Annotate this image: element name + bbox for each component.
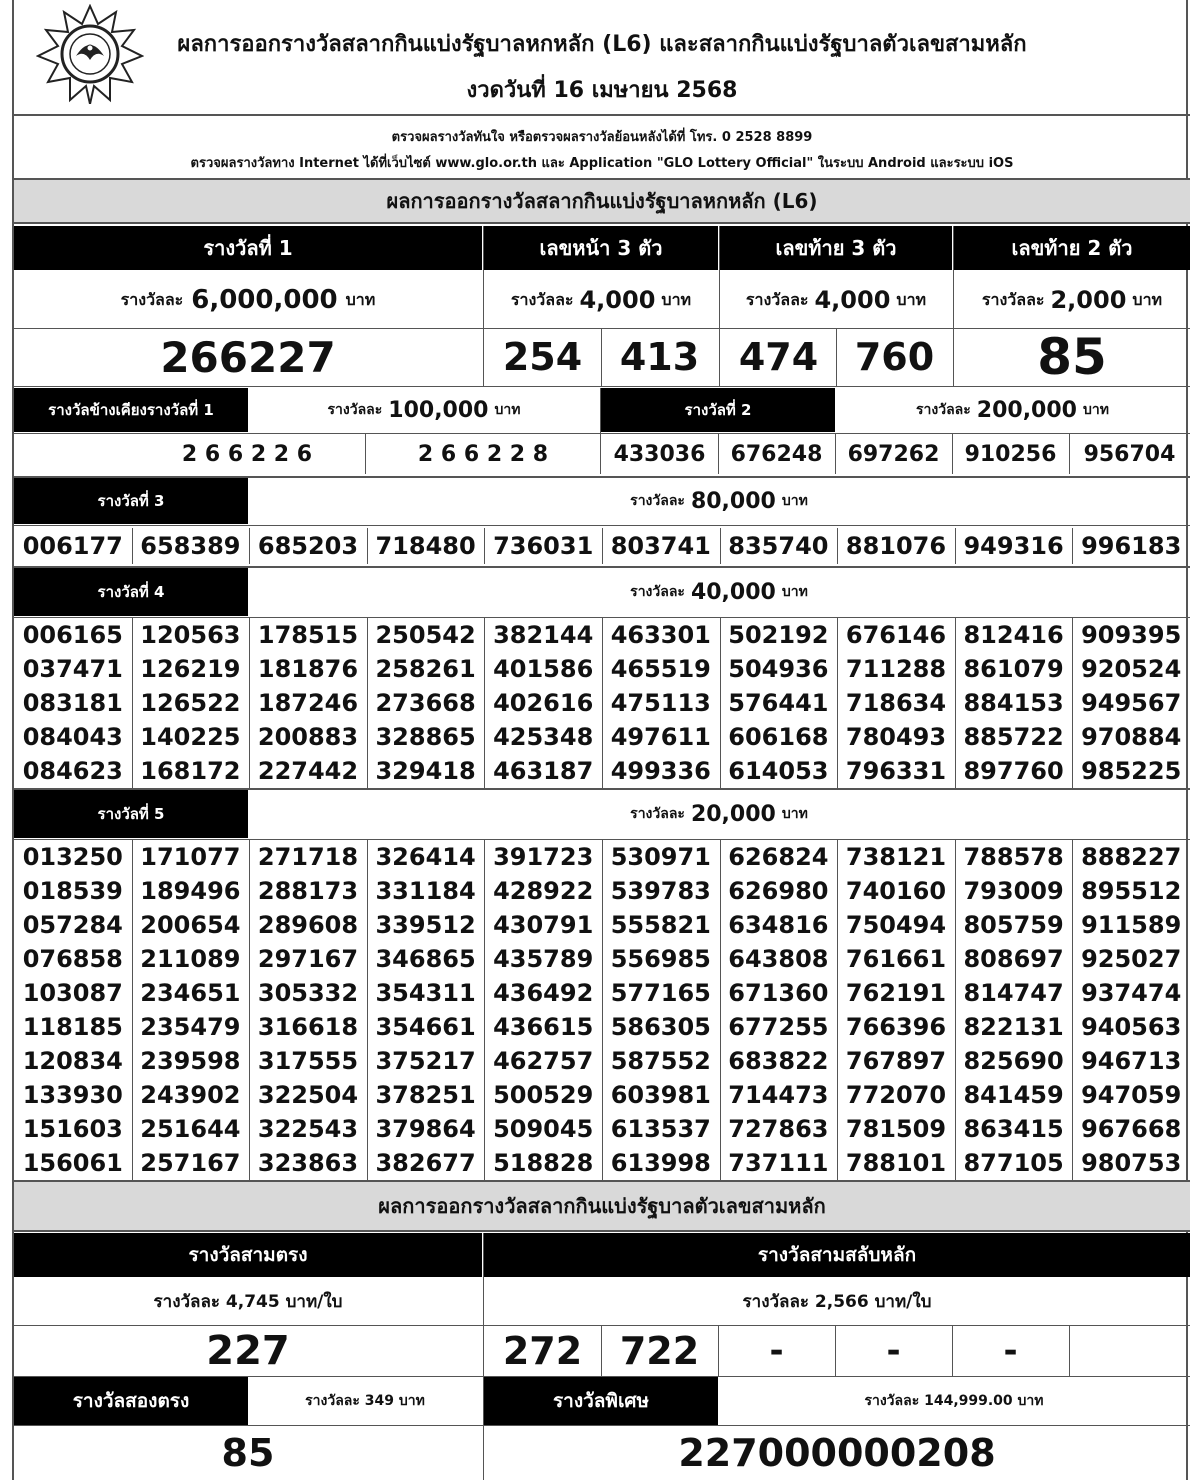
prize-number: 181876 — [257, 655, 359, 683]
prize-number: 375217 — [375, 1047, 476, 1075]
prize-number: 909395 — [1081, 621, 1182, 649]
prize-number: 949316 — [963, 532, 1064, 560]
prize-number: 888227 — [1081, 843, 1182, 871]
prize-number: 812416 — [963, 621, 1064, 649]
info-box — [14, 116, 1190, 178]
near-first-number: 2 6 6 2 2 8 — [417, 441, 549, 467]
prize-number: 187246 — [257, 689, 359, 717]
prize-number: 613998 — [610, 1149, 711, 1177]
tote3-number: - — [769, 1331, 784, 1371]
prize-number: 518828 — [493, 1149, 594, 1177]
prize-number: 243902 — [140, 1081, 241, 1109]
straight2-number: 85 — [221, 1431, 275, 1475]
prize-number: 762191 — [845, 979, 947, 1007]
straight2-label: รางวัลสองตรง — [14, 1377, 248, 1425]
prize-number: 881076 — [845, 532, 947, 560]
back3-number: 760 — [854, 335, 935, 379]
prize-number: 793009 — [963, 877, 1064, 905]
prize-number: 781509 — [845, 1115, 947, 1143]
prize-number: 257167 — [140, 1149, 241, 1177]
straight2-amount: รางวัลละ 349 บาท — [305, 1393, 425, 1409]
second-prize-number: 433036 — [613, 441, 706, 467]
prize-number: 018539 — [22, 877, 123, 905]
prize-number: 556985 — [610, 945, 711, 973]
prize-number: 271718 — [257, 843, 359, 871]
tote3-number: - — [1003, 1331, 1018, 1371]
prize-number: 156061 — [22, 1149, 123, 1177]
prize-number: 289608 — [257, 911, 359, 939]
prize-number: 084043 — [22, 723, 123, 751]
straight3-number: 227 — [206, 1328, 290, 1374]
prize-number: 877105 — [963, 1149, 1064, 1177]
prize-number: 897760 — [963, 757, 1064, 785]
prize-number: 606168 — [728, 723, 829, 751]
prize-number: 500529 — [493, 1081, 594, 1109]
prize-number: 808697 — [963, 945, 1064, 973]
prize-number: 006165 — [22, 621, 123, 649]
special-prize-number: 227000000208 — [678, 1431, 996, 1475]
near-first-label: รางวัลข้างเคียงรางวัลที่ 1 — [14, 388, 248, 432]
sheet-header — [14, 0, 1190, 116]
prize-number: 013250 — [22, 843, 123, 871]
prize-number: 626824 — [728, 843, 829, 871]
prize-number: 711288 — [845, 655, 947, 683]
fourth-prize-amount: รางวัลละ 40,000 บาท — [630, 579, 808, 605]
prize-number: 436492 — [493, 979, 594, 1007]
prize-number: 714473 — [728, 1081, 829, 1109]
prize-number: 151603 — [22, 1115, 123, 1143]
back3-amount: รางวัลละ 4,000 บาท — [745, 286, 927, 314]
prize-number: 354661 — [375, 1013, 476, 1041]
prize-number: 084623 — [22, 757, 123, 785]
prize-number: 788101 — [845, 1149, 947, 1177]
prize-number: 475113 — [610, 689, 711, 717]
prize-number: 329418 — [375, 757, 476, 785]
prize-number: 502192 — [728, 621, 829, 649]
prize-number: 772070 — [845, 1081, 947, 1109]
prize-number: 937474 — [1081, 979, 1182, 1007]
prize-number: 761661 — [845, 945, 947, 973]
first-prize-amount: รางวัลละ 6,000,000 บาท — [120, 285, 376, 315]
back2-label: เลขท้าย 2 ตัว — [954, 226, 1190, 270]
prize-number: 425348 — [493, 723, 594, 751]
first-prize-number: 266227 — [160, 332, 336, 382]
prize-number: 463187 — [493, 757, 594, 785]
prize-number: 120563 — [140, 621, 241, 649]
prize-number: 083181 — [22, 689, 123, 717]
prize-number: 946713 — [1081, 1047, 1182, 1075]
info-phone-line: ตรวจผลรางวัลทันใจ หรือตรวจผลรางวัลย้อนหลังได้ที่ โทร. 0 2528 8899 — [391, 130, 813, 145]
prize-number: 305332 — [257, 979, 359, 1007]
prize-number: 227442 — [257, 757, 359, 785]
prize-number: 884153 — [963, 689, 1064, 717]
second-prize-number: 697262 — [847, 441, 940, 467]
straight3-label: รางวัลสามตรง — [14, 1233, 482, 1277]
tote3-number — [1069, 1326, 1190, 1376]
third-prize-grid — [14, 528, 1190, 566]
prize-number: 465519 — [610, 655, 711, 683]
prize-number: 057284 — [22, 911, 123, 939]
prize-number: 555821 — [610, 911, 711, 939]
prize-number: 326414 — [375, 843, 476, 871]
prize-number: 258261 — [375, 655, 476, 683]
prize-number: 322504 — [257, 1081, 359, 1109]
prize-number: 251644 — [140, 1115, 241, 1143]
prize-number: 788578 — [963, 843, 1064, 871]
prize-number: 614053 — [728, 757, 829, 785]
prize-number: 499336 — [610, 757, 711, 785]
tote3-number: - — [886, 1331, 901, 1371]
prize-number: 316618 — [257, 1013, 359, 1041]
prize-number: 497611 — [610, 723, 711, 751]
front3-amount: รางวัลละ 4,000 บาท — [510, 286, 692, 314]
prize-number: 200654 — [140, 911, 241, 939]
sheet-title: ผลการออกรางวัลสลากกินแบ่งรัฐบาลหกหลัก (L6) และสลากกินแบ่งรัฐบาลตัวเลขสามหลัก — [177, 32, 1027, 57]
prize-number: 671360 — [728, 979, 829, 1007]
prize-number: 250542 — [375, 621, 476, 649]
prize-number: 677255 — [728, 1013, 829, 1041]
prize-number: 685203 — [257, 532, 359, 560]
prize-number: 727863 — [728, 1115, 829, 1143]
straight3-amount: รางวัลละ 4,745 บาท/ใบ — [153, 1291, 343, 1312]
prize-number: 805759 — [963, 911, 1064, 939]
prize-number: 322543 — [257, 1115, 359, 1143]
prize-number: 539783 — [610, 877, 711, 905]
prize-number: 382144 — [493, 621, 594, 649]
prize-number: 613537 — [610, 1115, 711, 1143]
fifth-prize-amount: รางวัลละ 20,000 บาท — [630, 801, 808, 827]
prize-number: 603981 — [610, 1081, 711, 1109]
prize-number: 970884 — [1081, 723, 1182, 751]
prize-number: 189496 — [140, 877, 241, 905]
prize-number: 317555 — [257, 1047, 359, 1075]
prize-number: 435789 — [493, 945, 594, 973]
prize-number: 239598 — [140, 1047, 241, 1075]
draw-date: งวดวันที่ 16 เมษายน 2568 — [466, 78, 738, 103]
prize-number: 463301 — [610, 621, 711, 649]
prize-number: 767897 — [845, 1047, 947, 1075]
prize-number: 076858 — [22, 945, 123, 973]
tote3-number: 272 — [502, 1329, 583, 1373]
prize-number: 766396 — [845, 1013, 947, 1041]
prize-number: 736031 — [493, 532, 594, 560]
front3-label: เลขหน้า 3 ตัว — [484, 226, 718, 270]
prize-number: 200883 — [257, 723, 359, 751]
prize-number: 980753 — [1081, 1149, 1182, 1177]
fifth-prize-grid — [14, 840, 1190, 1180]
second-prize-number: 676248 — [730, 441, 823, 467]
prize-number: 378251 — [375, 1081, 476, 1109]
prize-number: 211089 — [140, 945, 241, 973]
second-prize-number: 956704 — [1083, 441, 1176, 467]
front3-number: 413 — [619, 335, 700, 379]
prize-number: 391723 — [493, 843, 594, 871]
prize-number: 331184 — [375, 877, 476, 905]
prize-number: 297167 — [257, 945, 359, 973]
prize-number: 401586 — [493, 655, 594, 683]
prize-number: 234651 — [140, 979, 241, 1007]
prize-number: 504936 — [728, 655, 829, 683]
prize-number: 006177 — [22, 532, 123, 560]
back3-number: 474 — [738, 335, 819, 379]
back2-amount: รางวัลละ 2,000 บาท — [981, 286, 1163, 314]
back2-number: 85 — [1037, 328, 1107, 386]
fifth-prize-label: รางวัลที่ 5 — [14, 790, 248, 838]
prize-number: 586305 — [610, 1013, 711, 1041]
prize-number: 462757 — [493, 1047, 594, 1075]
prize-number: 288173 — [257, 877, 359, 905]
prize-number: 737111 — [728, 1149, 829, 1177]
prize-number: 718480 — [375, 532, 476, 560]
prize-number: 803741 — [610, 532, 711, 560]
fourth-prize-label: รางวัลที่ 4 — [14, 568, 248, 616]
prize-number: 168172 — [140, 757, 241, 785]
prize-number: 676146 — [845, 621, 947, 649]
third-prize-amount: รางวัลละ 80,000 บาท — [630, 488, 808, 514]
prize-number: 509045 — [493, 1115, 594, 1143]
prize-number: 750494 — [845, 911, 947, 939]
fourth-prize-grid — [14, 618, 1190, 788]
prize-number: 835740 — [728, 532, 829, 560]
prize-number: 126522 — [140, 689, 241, 717]
tote3-amount: รางวัลละ 2,566 บาท/ใบ — [742, 1291, 932, 1312]
prize-number: 738121 — [845, 843, 947, 871]
prize-number: 925027 — [1081, 945, 1182, 973]
prize-number: 920524 — [1081, 655, 1182, 683]
prize-number: 323863 — [257, 1149, 359, 1177]
prize-number: 967668 — [1081, 1115, 1182, 1143]
prize-number: 825690 — [963, 1047, 1064, 1075]
l6-section-title: ผลการออกรางวัลสลากกินแบ่งรัฐบาลหกหลัก (L6) — [14, 178, 1190, 224]
prize-number: 120834 — [22, 1047, 123, 1075]
second-prize-amount: รางวัลละ 200,000 บาท — [916, 397, 1109, 423]
prize-number: 863415 — [963, 1115, 1064, 1143]
prize-number: 796331 — [845, 757, 947, 785]
prize-number: 037471 — [22, 655, 123, 683]
prize-number: 430791 — [493, 911, 594, 939]
third-prize-label: รางวัลที่ 3 — [14, 478, 248, 524]
prize-number: 822131 — [963, 1013, 1064, 1041]
tote3-number: 722 — [619, 1329, 700, 1373]
prize-number: 658389 — [140, 532, 241, 560]
prize-number: 273668 — [375, 689, 476, 717]
near-first-amount: รางวัลละ 100,000 บาท — [327, 397, 521, 423]
front3-number: 254 — [502, 335, 583, 379]
prize-number: 780493 — [845, 723, 947, 751]
prize-number: 133930 — [22, 1081, 123, 1109]
prize-number: 740160 — [845, 877, 947, 905]
lottery-results-sheet — [12, 0, 1188, 1480]
prize-number: 126219 — [140, 655, 241, 683]
prize-number: 626980 — [728, 877, 829, 905]
prize-number: 339512 — [375, 911, 476, 939]
prize-number: 985225 — [1081, 757, 1182, 785]
prize-number: 354311 — [375, 979, 476, 1007]
prize-number: 718634 — [845, 689, 947, 717]
prize-number: 428922 — [493, 877, 594, 905]
prize-number: 940563 — [1081, 1013, 1182, 1041]
n3-section-title: ผลการออกรางวัลสลากกินแบ่งรัฐบาลตัวเลขสามหลัก — [14, 1180, 1190, 1232]
tote3-label: รางวัลสามสลับหลัก — [484, 1233, 1190, 1277]
prize-number: 895512 — [1081, 877, 1182, 905]
prize-number: 178515 — [257, 621, 359, 649]
prize-number: 140225 — [140, 723, 241, 751]
prize-number: 861079 — [963, 655, 1064, 683]
prize-number: 577165 — [610, 979, 711, 1007]
prize-number: 634816 — [728, 911, 829, 939]
prize-number: 947059 — [1081, 1081, 1182, 1109]
prize-number: 171077 — [140, 843, 241, 871]
prize-number: 643808 — [728, 945, 829, 973]
prize-number: 885722 — [963, 723, 1064, 751]
second-prize-label: รางวัลที่ 2 — [601, 388, 835, 432]
prize-number: 814747 — [963, 979, 1064, 1007]
special-prize-label: รางวัลพิเศษ — [484, 1377, 718, 1425]
prize-number: 587552 — [610, 1047, 711, 1075]
special-prize-amount: รางวัลละ 144,999.00 บาท — [864, 1393, 1044, 1409]
second-prize-number: 910256 — [964, 441, 1057, 467]
prize-number: 841459 — [963, 1081, 1064, 1109]
prize-number: 382677 — [375, 1149, 476, 1177]
prize-number: 118185 — [22, 1013, 123, 1041]
near-first-number: 2 6 6 2 2 6 — [181, 441, 313, 467]
prize-number: 949567 — [1081, 689, 1182, 717]
prize-number: 911589 — [1081, 911, 1182, 939]
prize-number: 576441 — [728, 689, 829, 717]
prize-number: 379864 — [375, 1115, 476, 1143]
prize-number: 436615 — [493, 1013, 594, 1041]
prize-number: 683822 — [728, 1047, 829, 1075]
prize-number: 346865 — [375, 945, 476, 973]
first-prize-label: รางวัลที่ 1 — [14, 226, 482, 270]
prize-number: 402616 — [493, 689, 594, 717]
prize-number: 996183 — [1081, 532, 1182, 560]
prize-number: 235479 — [140, 1013, 241, 1041]
back3-label: เลขท้าย 3 ตัว — [720, 226, 952, 270]
info-web-line: ตรวจผลรางวัลทาง Internet ได้ที่เว็บไซต์ www.glo.or.th และ Application "GLO Lottery Official" ในระบบ Android และระบบ iOS — [190, 156, 1014, 171]
prize-number: 103087 — [22, 979, 123, 1007]
prize-number: 530971 — [610, 843, 711, 871]
prize-number: 328865 — [375, 723, 476, 751]
